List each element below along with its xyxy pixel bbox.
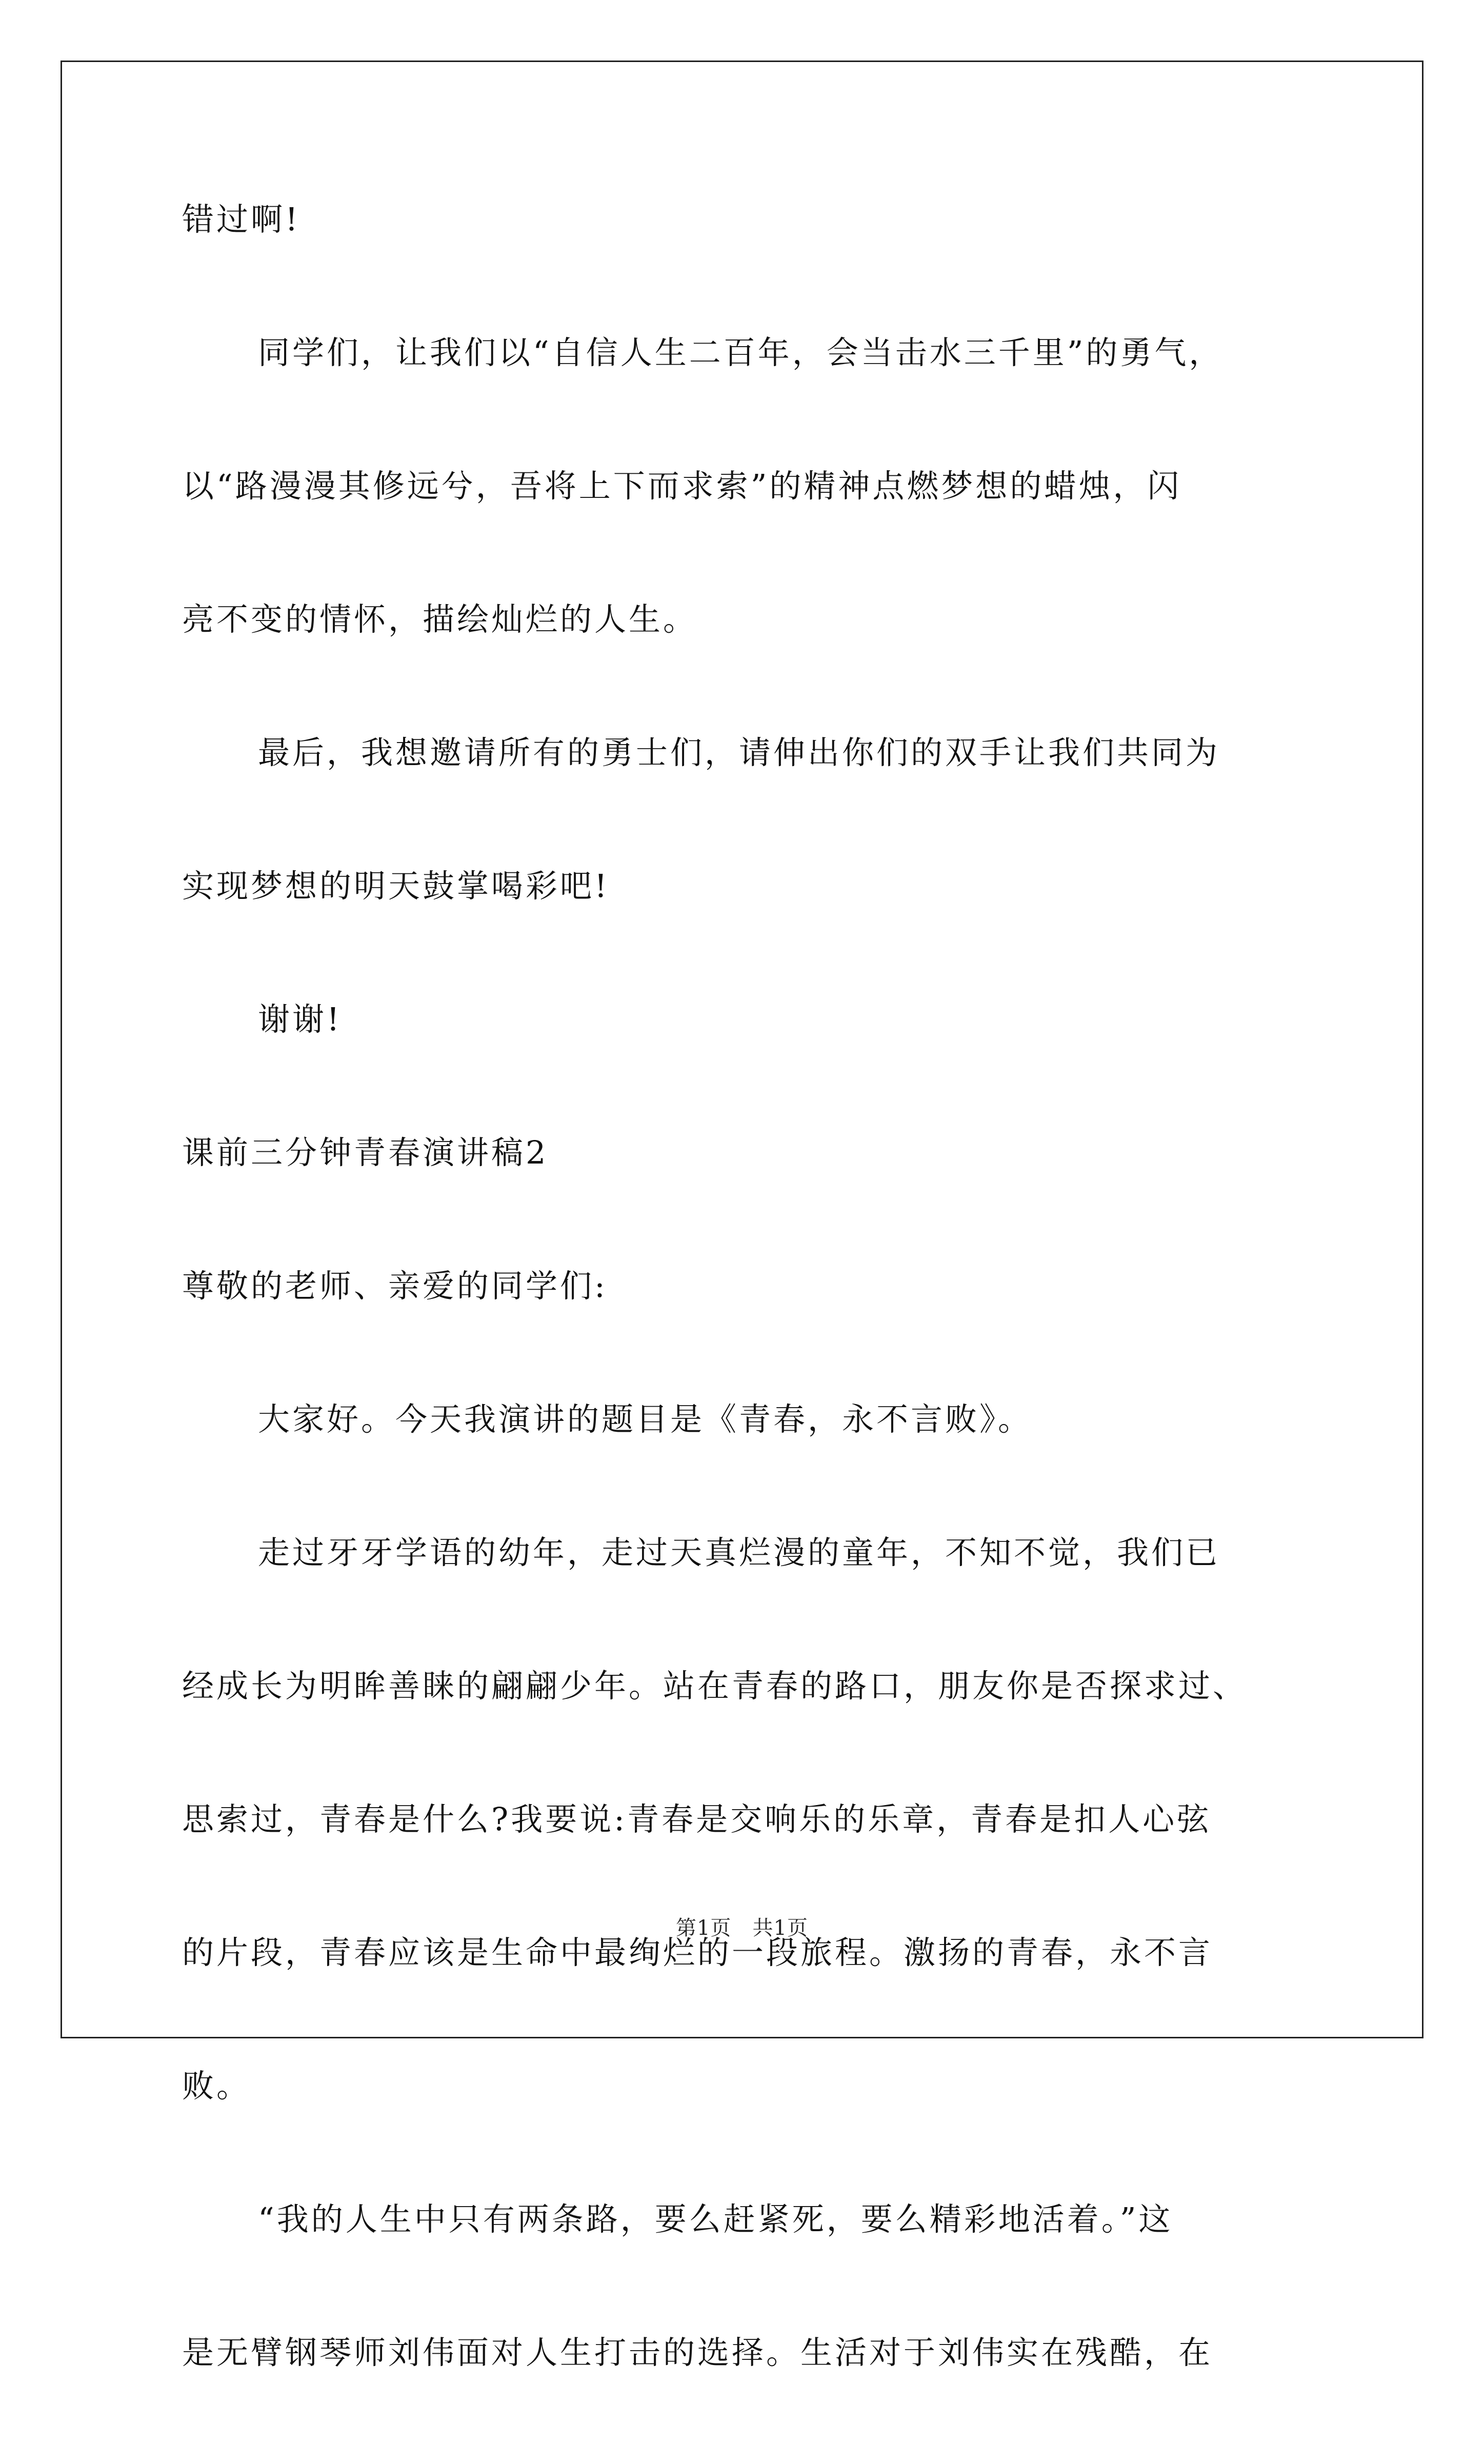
- paragraph-line: 是无臂钢琴师刘伟面对人生打击的选择。生活对于刘伟实在残酷，在: [182, 2334, 1213, 2371]
- paragraph-line: 亮不变的情怀，描绘灿烂的人生。: [182, 600, 698, 638]
- document-body: [182, 197, 1346, 2464]
- salutation: 尊敬的老师、亲爱的同学们:: [182, 1267, 608, 1305]
- paragraph-line: 同学们，让我们以“自信人生二百年，会当击水三千里”的勇气，: [258, 334, 1224, 371]
- paragraph-line: 经成长为明眸善睐的翩翩少年。站在青春的路口，朋友你是否探求过、: [182, 1667, 1248, 1705]
- page-footer: 第1页 共1页: [675, 1916, 809, 1940]
- paragraph-line: 走过牙牙学语的幼年，走过天真烂漫的童年，不知不觉，我们已: [258, 1534, 1220, 1571]
- paragraph-line: 败。: [182, 2067, 251, 2105]
- section-heading: 课前三分钟青春演讲稿2: [182, 1134, 549, 1171]
- paragraph-line: 思索过，青春是什么?我要说:青春是交响乐的乐章，青春是扣人心弦: [182, 1800, 1212, 1838]
- paragraph-line: 谢谢!: [258, 1000, 342, 1038]
- paragraph-line: 大家好。今天我演讲的题目是《青春，永不言败》。: [258, 1400, 1033, 1438]
- paragraph-line: 最后，我想邀请所有的勇士们，请伸出你们的双手让我们共同为: [258, 734, 1220, 771]
- paragraph-line: 错过啊!: [182, 201, 300, 238]
- paragraph-line: 的片段，青春应该是生命中最绚烂的一段旅程。激扬的青春，永不言: [182, 1934, 1213, 1971]
- paragraph-line: “我的人生中只有两条路，要么赶紧死，要么精彩地活着。”这: [258, 2200, 1173, 2238]
- paragraph-line: 实现梦想的明天鼓掌喝彩吧!: [182, 867, 610, 905]
- paragraph-line: 以“路漫漫其修远兮，吾将上下而求索”的精神点燃梦想的蜡烛，闪: [182, 467, 1182, 505]
